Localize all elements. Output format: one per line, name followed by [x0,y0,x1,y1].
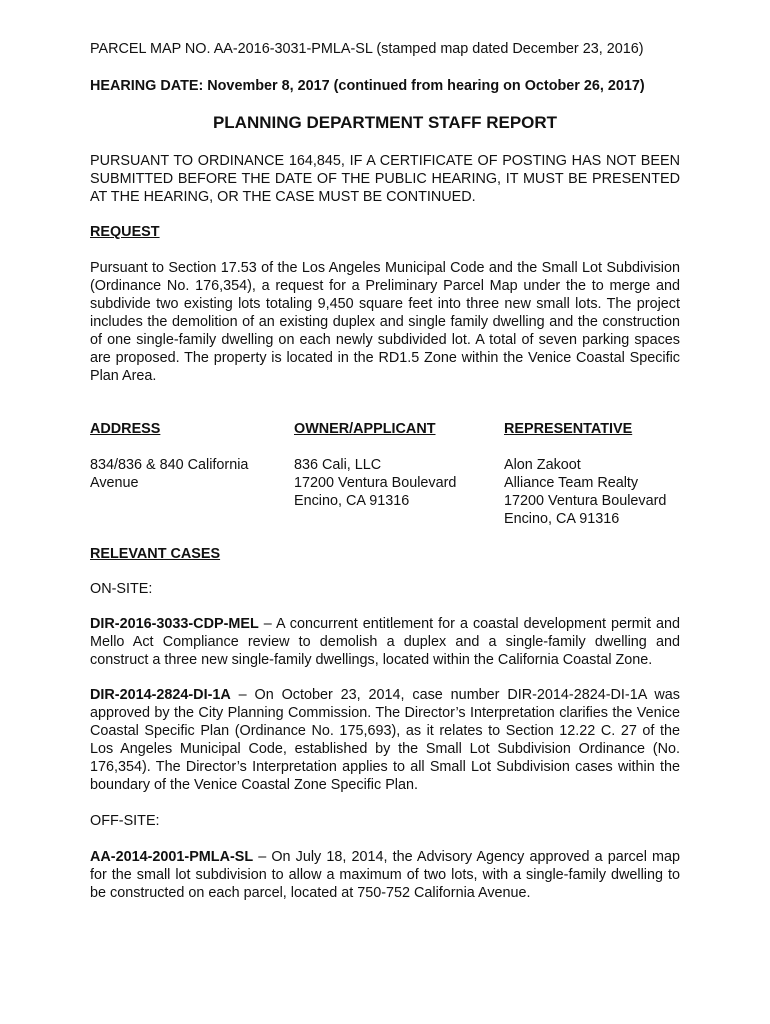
request-heading: REQUEST [90,224,160,240]
case-id: AA-2014-2001-PMLA-SL [90,849,254,865]
relevant-cases-heading: RELEVANT CASES [90,546,221,562]
representative-line: 17200 Ventura Boulevard [504,493,667,509]
representative-line: Alon Zakoot [504,457,581,473]
owner-line: Encino, CA 91316 [294,493,410,509]
case-paragraph [90,686,680,794]
owner-heading: OWNER/APPLICANT [294,421,436,437]
representative-line: Encino, CA 91316 [504,511,620,527]
case-description: – A concurrent entitlement for a coastal development permit and Mello Act Compliance review to demolish a duplex and a single-family dwelling and construct a three new single-family dwellings, located within the California Coastal Zone. [90,616,680,668]
offsite-label: OFF-SITE: [90,813,160,829]
onsite-label: ON-SITE: [90,581,153,597]
case-paragraph [90,848,680,902]
address-column [90,420,248,492]
representative-heading: REPRESENTATIVE [504,421,633,437]
posting-notice: PURSUANT TO ORDINANCE 164,845, IF A CERTIFICATE OF POSTING HAS NOT BEEN SUBMITTED BEFORE THE DATE OF THE PUBLIC HEARING, IT MUST BE PRESENTED AT THE HEARING, OR THE CASE MUST BE CONTINUED. [90,153,680,205]
address-line: 834/836 & 840 California [90,457,249,473]
representative-column [504,420,666,528]
case-paragraph [90,615,680,669]
address-heading: ADDRESS [90,421,161,437]
case-id: DIR-2016-3033-CDP-MEL [90,616,259,632]
owner-column [294,420,456,510]
parcel-map-line: PARCEL MAP NO. AA-2016-3031-PMLA-SL (stamped map dated December 23, 2016) [90,41,644,57]
case-description: – On July 18, 2014, the Advisory Agency approved a parcel map for the small lot subdivision to allow a maximum of two lots, with a single-family dwelling to be constructed on each parcel, located at 750-752 California Avenue. [90,849,680,901]
representative-line: Alliance Team Realty [504,475,639,491]
case-id: DIR-2014-2824-DI-1A [90,687,231,703]
owner-line: 836 Cali, LLC [294,457,382,473]
hearing-date-line: HEARING DATE: November 8, 2017 (continued from hearing on October 26, 2017) [90,78,645,94]
owner-line: 17200 Ventura Boulevard [294,475,457,491]
request-text: Pursuant to Section 17.53 of the Los Angeles Municipal Code and the Small Lot Subdivision (Ordinance No. 176,354), a request for a Preliminary Parcel Map under the to merge and subdivide two existing lots totaling 9,450 square feet into three new small lots. The project includes the demolition of an existing duplex and single family dwelling and the construction of one single-family dwelling on each newly subdivided lot. A total of seven parking spaces are proposed. The property is located in the RD1.5 Zone within the Venice Coastal Specific Plan Area. [90,260,680,384]
report-title: PLANNING DEPARTMENT STAFF REPORT [212,113,558,132]
address-line: Avenue [90,475,139,491]
case-description: – On October 23, 2014, case number DIR-2014-2824-DI-1A was approved by the City Planning Commission. The Director’s Interpretation clarifies the Venice Coastal Specific Plan (Ordinance No. 175,693), as it relates to Section 12.22 C. 27 of the Los Angeles Municipal Code, established by the Small Lot Subdivision Ordinance (No. 176,354). The Director’s Interpretation applies to all Small Lot Subdivision cases within the boundary of the Venice Coastal Zone Specific Plan. [90,687,680,793]
